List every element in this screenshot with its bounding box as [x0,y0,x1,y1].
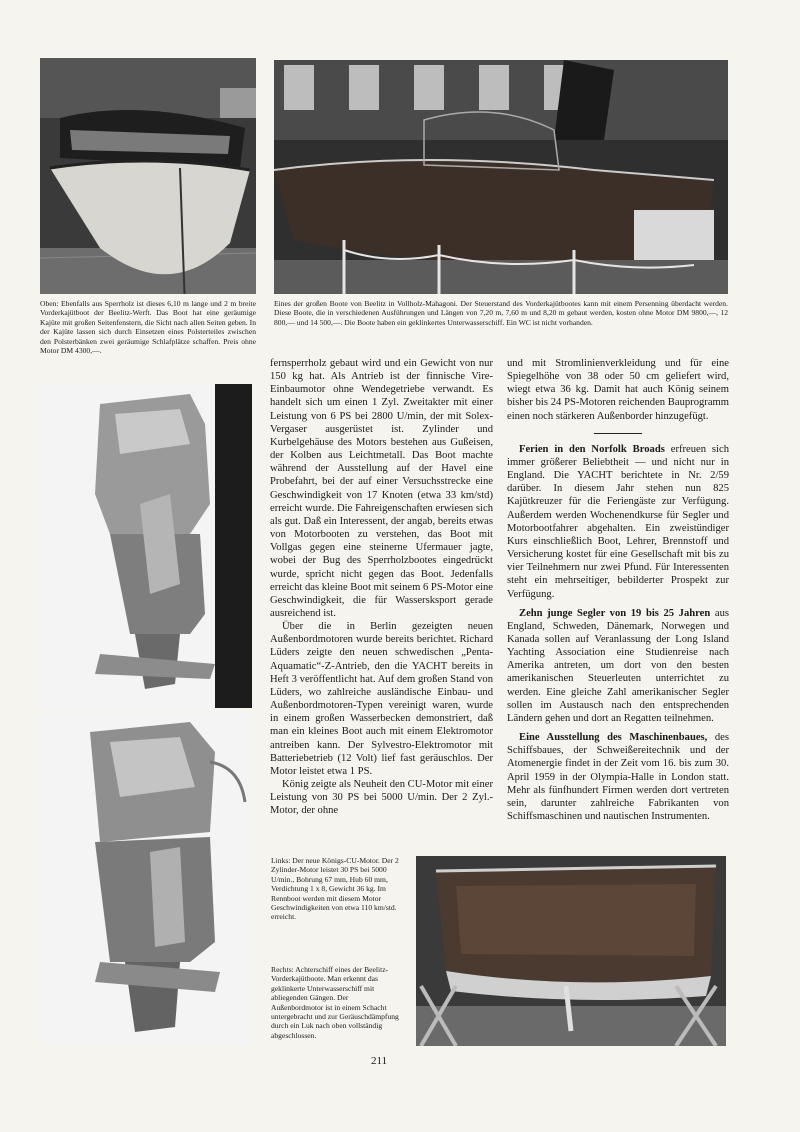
middle-column [270,357,493,817]
photo-outboard-motor-cu [40,712,252,1046]
article-paragraph: fernsperrholz gebaut wird und ein Gewicht von nur 150 kg hat. Als Antrieb ist der finnische Vire-Einbaumotor ohne Wendegetriebe verwandt. Es handelt sich um einen 1 Zyl. Zweitakter mit einer Leistung von 6 PS bei 2800 U/min, der mit Solex-Vergaser ausgerüstet ist. Zylinder und Kurbelgehäuse des Motors bestehen aus Gußeisen, der Kolben aus Leichtmetall. Das Boot machte während der Ausstellung auf der Havel eine Probefahrt, bei der auf einer Versuchsstrecke eine Geschwindigkeit von 17 Knoten (etwa 33 km/std) erreicht wurde. Die Fahreigenschaften erwiesen sich als gut. Daß ein Interessent, der angab, bereits etwas von Motorbooten zu verstehen, das Boot mit Vollgas gegen eine steinerne Ufermauer jagte, wobei der Bug des Sperrholzbootes eingedrückt wurde, spricht nicht gegen das Boot. Jedenfalls erreicht das kleine Boot mit seinem 6 PS-Motor eine Geschwindigkeit, die für Wassersksport gerade ausreichend ist. [270,358,494,619]
article-paragraph: König zeigte als Neuheit den CU-Motor mit einer Leistung von 30 PS bei 5000 U/min. Der 2 Zyl.-Motor, der ohne [270,779,493,817]
photo-outboard-motor-side [40,384,252,708]
caption-motor: Links: Der neue Königs-CU-Motor. Der 2 Zylinder-Motor leistet 30 PS bei 5000 U/min., Bohrung 67 mm, Hub 60 mm, Verdichtung 1 x 8, Gewicht 36 kg. Im Rennboot werden mit diesem Motor Geschwindigkeiten von etwa 110 km/std. erreicht. [271,856,399,922]
article-paragraph: aus England, Schweden, Dänemark, Norwegen und Kanada sollen auf Veranlassung der Long Island Yachting Association eine Studienreise nach Amerika antreten, um dort von den besten amerikanischen Steuerleuten unterrichtet zu werden. Eine gleiche Zahl amerikanischer Segler sollen im Austausch nach den entsprechenden Ländern gehen und dort an Regatten teilnehmen. [507,607,729,724]
photo-plywood-cabin-boat [40,58,256,294]
section-heading: Zehn junge Segler von 19 bis 25 Jahren [519,607,711,619]
page-number: 211 [371,1055,388,1067]
article-paragraph: des Schiffsbaues, der Schweißereitechnik und der Atomenergie findet in der Zeit vom 16. bis zum 30. April 1959 in der Olympia-Halle in London statt. Mehr als fünfhundert Firmen werden dort vertreten sein, darunter zahlreiche Fabrikanten von Schiffsmaschinen und nautischen Instrumenten. [507,732,729,822]
caption-top-left: Oben: Ebenfalls aus Sperrholz ist dieses 6,10 m lange und 2 m breite Vorderkajütboot der Beelitz-Werft. Das Boot hat eine geräumige Kajüte mit großen Seitenfenstern, die Sicht nach allen Seiten geben. In der Kajüte lassen sich durch Einsetzen eines Polsterteiles zwischen den Polsterbänken zwei geräumige Schlafplätze schaffen. Preis ohne Motor DM 4300,—. [40,299,256,356]
section-heading: Ferien in den Norfolk Broads [519,443,665,455]
photo-boat-stern [416,856,726,1046]
photo-mahogany-boat [274,60,728,294]
section-divider [594,433,642,434]
article-paragraph: und mit Stromlinienverkleidung und für eine Spiegelhöhe von 38 oder 50 cm geliefert wird, wiegt etwa 36 kg. Damit hat auch König seinem bisher bis 24 PS-Motoren reichenden Bauprogramm einen noch stärkeren Außenborder hinzugefügt. [507,358,729,422]
article-paragraph: erfreuen sich immer größerer Beliebtheit — und nicht nur in England. Die YACHT berichtete in Nr. 2/59 darüber. In diesem Jahr stehen nun 825 Kajütkreuzer für die Feriengäste zur Verfügung. Außerdem werden Wochenendkurse für Segler und Motorbootfahrer abgehalten. Ein zweistündiger Kurs einschließlich Boot, Lehrer, Brennstoff und Versicherung kostet für eine Gesellschaft mit bis zu vier Teilnehmern nur zwei Pfund. Für Interessenten steht ein mehrseitiger, bebilderter Prospekt zur Verfügung. [507,443,729,600]
caption-top-right: Eines der großen Boote von Beelitz in Vollholz-Mahagoni. Der Steuerstand des Vorderkajütbootes kann mit einem Persenning überdacht werden. Diese Boote, die in verschiedenen Ausführungen und Längen von 7,20 m, 7,60 m und 8,20 m gebaut werden, kosten ohne Motor DM 9800,—, 12 800,— und 14 500,—. Die Boote haben ein geklinkertes Unterwasserschiff. Ein WC ist nicht vorhanden. [274,299,728,327]
right-column [507,357,729,823]
caption-stern: Rechts: Achterschiff eines der Beelitz-Vorderkajütboote. Man erkennt das geklinkerte Unterwasserschiff mit abliegenden Gängen. Der Außenbordmotor ist in einem Schacht untergebracht und zur Geräuschdämpfung durch ein Luk nach oben vollständig abgeschlossen. [271,965,399,1040]
section-heading: Eine Ausstellung des Maschinenbaues, [519,732,708,744]
article-paragraph: Über die in Berlin gezeigten neuen Außenbordmotoren wurde bereits berichtet. Richard Lüders zeigte den neuen schwedischen „Penta-Aquamatic“-Z-Antrieb, den die YACHT bereits in Heft 3 veröffentlicht hat. Auf dem großen Stand von Lüders, wo zahlreiche ausländische Einbau- und Außenbordmotoren-Typen vereinigt waren, wurde in einem großen Wasserbecken demonstriert, daß man ein kleines Boot auch mit einem Elektromotor antreiben kann. Der Sylvestro-Elektromotor mit Batteriebetrieb (12 Volt) lief fast geräuschlos. Der Motor leistet etwa 1 PS. [270,621,493,777]
